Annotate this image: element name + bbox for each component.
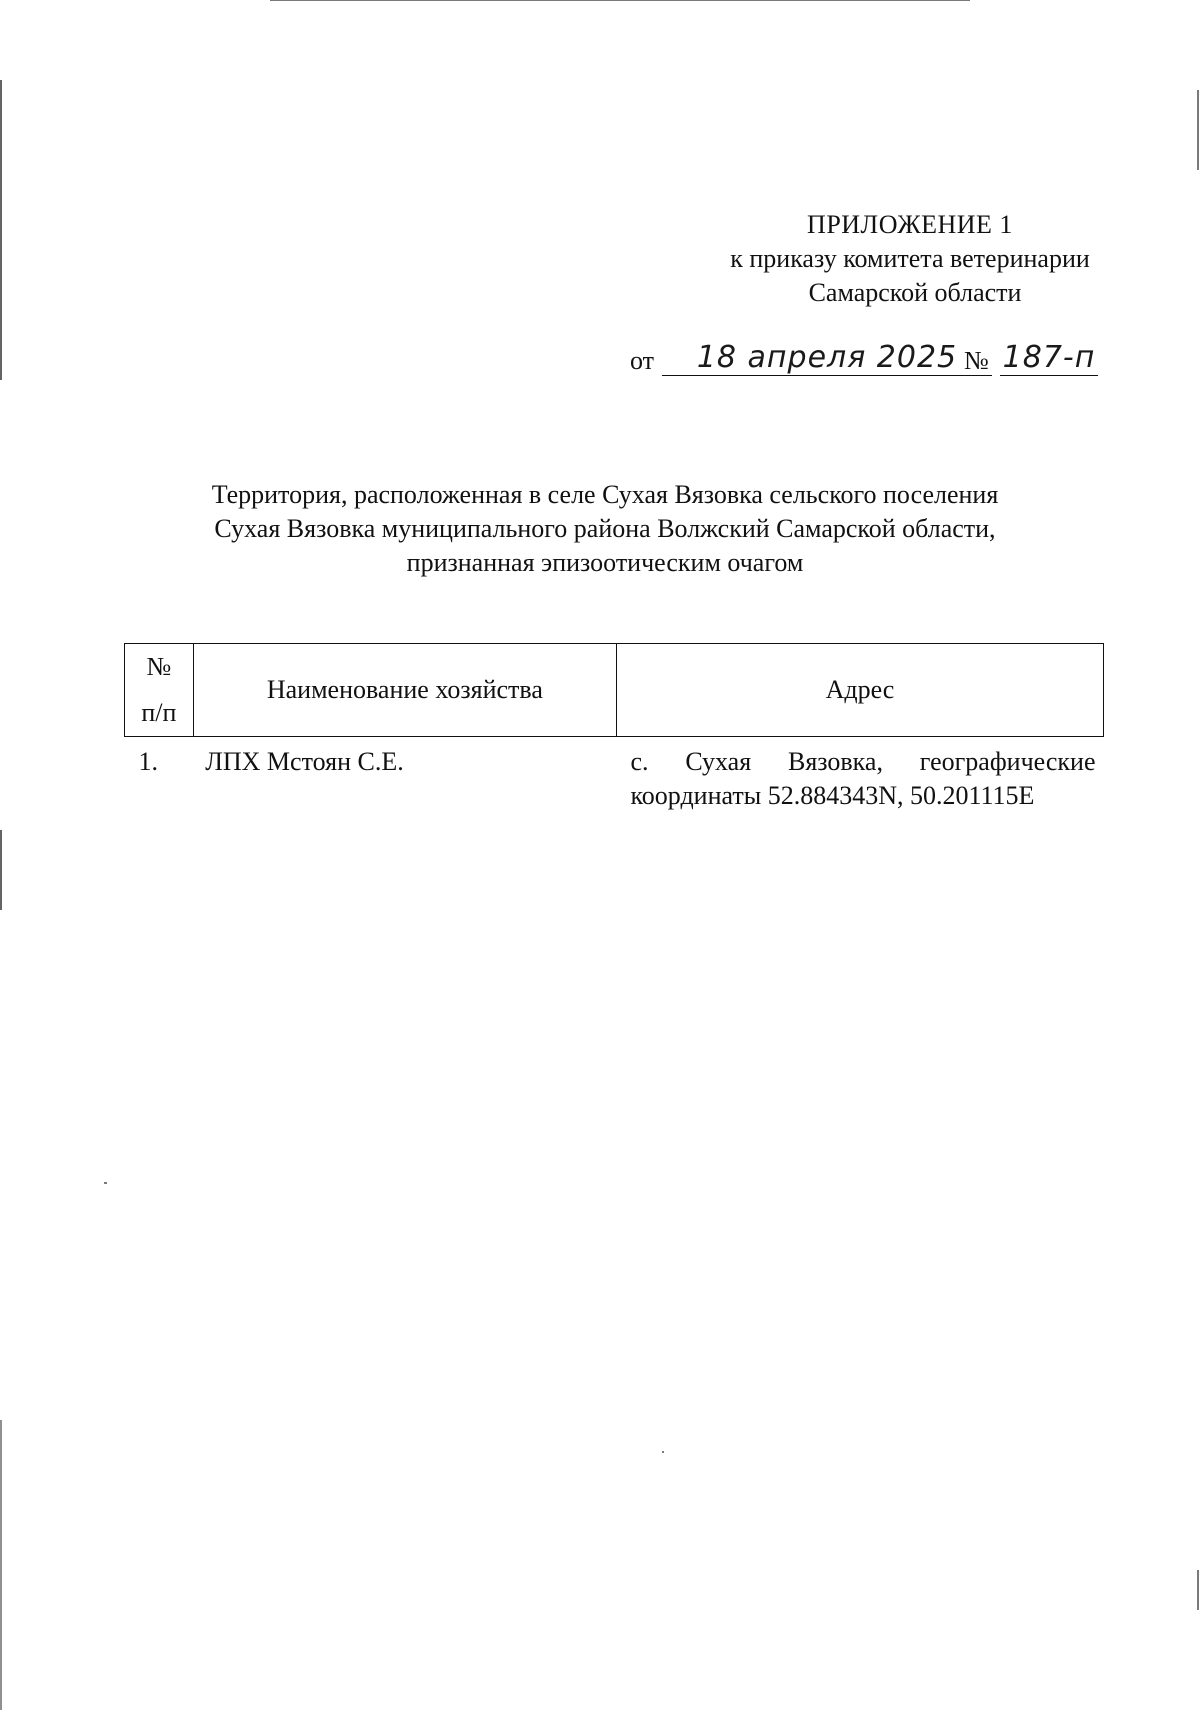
scan-speck <box>662 1451 664 1453</box>
heading-line-3: признанная эпизоотическим очагом <box>406 548 804 577</box>
header-number-symbol: № <box>146 652 172 681</box>
header-address: Адрес <box>616 644 1103 737</box>
row-address-line-2: координаты 52.884343N, 50.201115E <box>630 781 1035 810</box>
appendix-order-reference: к приказу комитета ветеринарии <box>730 244 1090 273</box>
scan-edge-left <box>0 830 2 910</box>
order-date-handwritten: 18 апреля 2025 <box>662 341 992 376</box>
appendix-region: Самарской области <box>808 278 1022 307</box>
row-farm-name: ЛПХ Мстоян С.Е. <box>205 747 404 776</box>
scan-edge-right <box>1197 1570 1199 1610</box>
row-number: 1. <box>138 747 158 776</box>
table-header-row <box>125 644 1104 737</box>
appendix-title: ПРИЛОЖЕНИЕ 1 <box>807 210 1013 239</box>
row-address-line-1: с. Сухая Вязовка, географические <box>630 747 1096 776</box>
order-date-number-line <box>630 338 1100 382</box>
scan-edge-left <box>0 80 2 380</box>
order-number-handwritten: 187-п <box>1000 341 1098 376</box>
heading-line-2: Сухая Вязовка муниципального района Волжский Самарской области, <box>214 514 996 543</box>
header-number <box>125 644 194 737</box>
row-address <box>616 737 1103 814</box>
table-row <box>125 737 1104 814</box>
header-number-pp: п/п <box>141 698 177 727</box>
scan-edge-left <box>0 1420 2 1710</box>
heading-line-1: Территория, расположенная в селе Сухая Вязовка сельского поселения <box>211 480 999 509</box>
scan-speck <box>104 1182 107 1184</box>
order-number-label: № <box>964 346 989 375</box>
scan-edge-top <box>270 0 970 1</box>
header-farm-name: Наименование хозяйства <box>193 644 616 737</box>
order-from-label: от <box>630 346 655 375</box>
farm-table <box>124 643 1104 813</box>
scan-edge-right <box>1197 90 1199 170</box>
